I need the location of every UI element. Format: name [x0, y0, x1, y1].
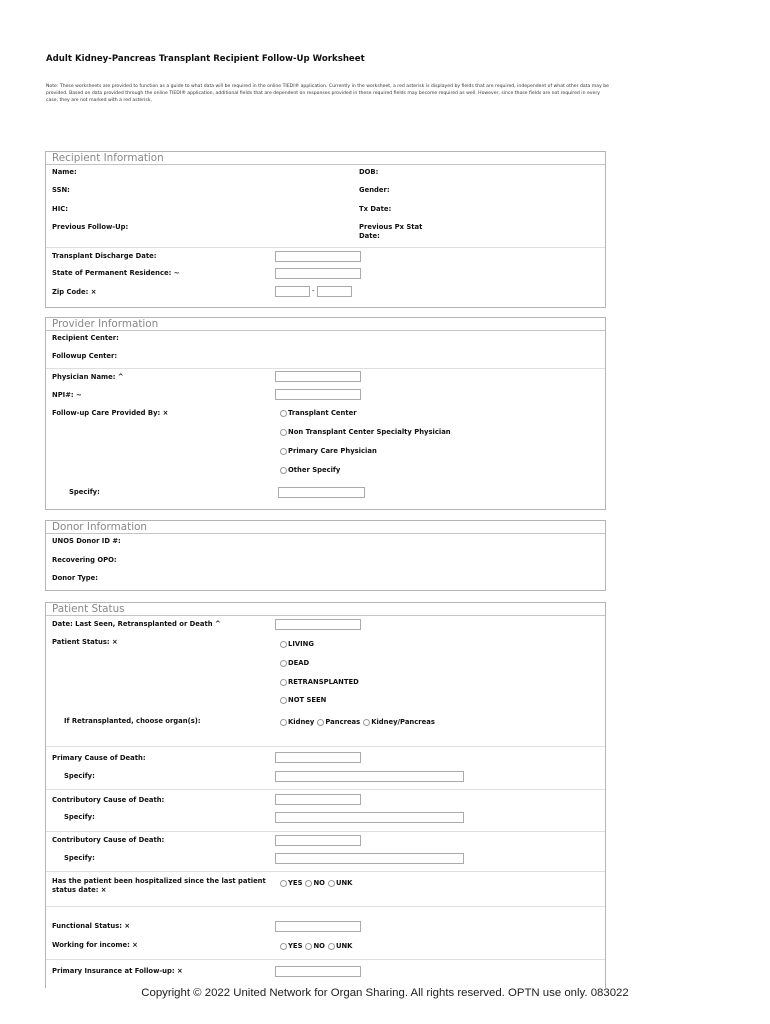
radio-icon[interactable] [280, 943, 287, 950]
radio-icon[interactable] [280, 467, 287, 474]
physician-name-label: Physician Name: ^ [52, 373, 124, 381]
patient-status-label: Patient Status: × [52, 638, 118, 646]
provider-information-header: Provider Information [46, 318, 605, 331]
recipient-information-header: Recipient Information [46, 152, 605, 165]
state-residence-input[interactable] [275, 268, 361, 279]
zip-code-input[interactable] [275, 286, 310, 297]
contributory-cause-1-label: Contributory Cause of Death: [52, 796, 165, 804]
radio-icon[interactable] [328, 943, 335, 950]
contributory-cause-2-specify-label: Specify: [64, 854, 95, 862]
recipient-center-label: Recipient Center: [52, 334, 119, 342]
radio-icon[interactable] [280, 697, 287, 704]
unos-donor-id-label: UNOS Donor ID #: [52, 537, 121, 545]
followup-center-label: Followup Center: [52, 352, 118, 360]
hic-label: HIC: [52, 205, 68, 213]
working-option-unk[interactable]: UNK [328, 942, 352, 950]
hospitalized-label [52, 877, 266, 895]
organ-option-pancreas[interactable]: Pancreas [317, 718, 360, 726]
primary-cause-specify-input[interactable] [275, 771, 464, 782]
radio-icon[interactable] [280, 660, 287, 667]
tx-date-label: Tx Date: [359, 205, 392, 213]
previous-px-stat-line2: Date: [359, 232, 380, 240]
zip-code-label: Zip Code: × [52, 288, 97, 296]
page-title: Adult Kidney-Pancreas Transplant Recipient Follow-Up Worksheet [46, 54, 365, 64]
organ-options [280, 718, 438, 726]
radio-icon[interactable] [280, 410, 287, 417]
care-option-transplant-center[interactable]: Transplant Center [280, 409, 357, 417]
radio-icon[interactable] [305, 943, 312, 950]
hospitalized-option-unk[interactable]: UNK [328, 879, 352, 887]
care-option-specialty-physician[interactable]: Non Transplant Center Specialty Physician [280, 428, 451, 436]
primary-cause-label: Primary Cause of Death: [52, 754, 146, 762]
primary-insurance-input[interactable] [275, 966, 361, 977]
hospitalized-option-no[interactable]: NO [305, 879, 324, 887]
status-option-retransplanted[interactable]: RETRANSPLANTED [280, 678, 359, 686]
divider [46, 906, 605, 907]
divider [46, 368, 605, 369]
divider [46, 746, 605, 747]
hospitalized-option-yes[interactable]: YES [280, 879, 302, 887]
divider [46, 959, 605, 960]
radio-icon[interactable] [280, 641, 287, 648]
working-option-no[interactable]: NO [305, 942, 324, 950]
donor-information-section [45, 520, 606, 591]
patient-status-header: Patient Status [46, 603, 605, 616]
status-date-input[interactable] [275, 619, 361, 630]
physician-name-input[interactable] [275, 371, 361, 382]
functional-status-input[interactable] [275, 921, 361, 932]
gender-label: Gender: [359, 186, 390, 194]
divider [46, 247, 605, 248]
primary-insurance-label: Primary Insurance at Follow-up: × [52, 967, 183, 975]
working-option-yes[interactable]: YES [280, 942, 302, 950]
radio-icon[interactable] [280, 448, 287, 455]
care-option-other[interactable]: Other Specify [280, 466, 340, 474]
radio-icon[interactable] [280, 880, 287, 887]
divider [46, 831, 605, 832]
working-for-income-label: Working for income: × [52, 941, 138, 949]
status-option-living[interactable]: LIVING [280, 640, 314, 648]
contributory-cause-1-specify-label: Specify: [64, 813, 95, 821]
zip-extension-input[interactable] [317, 286, 352, 297]
radio-icon[interactable] [363, 719, 370, 726]
contributory-cause-2-label: Contributory Cause of Death: [52, 836, 165, 844]
status-option-dead[interactable]: DEAD [280, 659, 309, 667]
previous-px-stat-line1: Previous Px Stat [359, 223, 423, 231]
contributory-cause-2-input[interactable] [275, 835, 361, 846]
provider-information-section [45, 317, 606, 510]
npi-input[interactable] [275, 389, 361, 400]
functional-status-label: Functional Status: × [52, 922, 131, 930]
primary-cause-specify-label: Specify: [64, 772, 95, 780]
care-option-primary-care[interactable]: Primary Care Physician [280, 447, 377, 455]
organ-option-kidney[interactable]: Kidney [280, 718, 314, 726]
organ-option-kidney-pancreas[interactable]: Kidney/Pancreas [363, 718, 435, 726]
state-residence-label: State of Permanent Residence: ~ [52, 269, 180, 277]
previous-px-stat-date-label [359, 223, 422, 241]
hospitalized-label-line2: status date: × [52, 886, 107, 894]
recovering-opo-label: Recovering OPO: [52, 556, 117, 564]
radio-icon[interactable] [280, 679, 287, 686]
dob-label: DOB: [359, 168, 379, 176]
contributory-cause-2-specify-input[interactable] [275, 853, 464, 864]
radio-icon[interactable] [305, 880, 312, 887]
previous-follow-up-label: Previous Follow-Up: [52, 223, 129, 231]
radio-icon[interactable] [280, 429, 287, 436]
radio-icon[interactable] [328, 880, 335, 887]
primary-cause-input[interactable] [275, 752, 361, 763]
copyright-footer: Copyright © 2022 United Network for Organ Sharing. All rights reserved. OPTN use only. 083022 [141, 987, 629, 999]
care-specify-input[interactable] [278, 487, 365, 498]
discharge-date-label: Transplant Discharge Date: [52, 252, 157, 260]
donor-information-header: Donor Information [46, 521, 605, 534]
status-date-label: Date: Last Seen, Retransplanted or Death ^ [52, 620, 221, 628]
radio-icon[interactable] [317, 719, 324, 726]
worksheet-note: Note: These worksheets are provided to function as a guide to what data will be required in the online TIEDI® application. Currently in the worksheet, a red asterisk is displayed by fields that are required, independent of what other data may be provided. Based on data provided through the online TIEDI® application, additional fields that are dependent on responses provided in these required fields may become required as well. However, since those fields are not required in every case, they are not marked with a red asterisk. [46, 84, 609, 103]
status-option-not-seen[interactable]: NOT SEEN [280, 696, 326, 704]
hospitalized-label-line1: Has the patient been hospitalized since the last patient [52, 877, 266, 885]
npi-label: NPI#: ~ [52, 391, 82, 399]
patient-status-section [45, 602, 606, 988]
radio-icon[interactable] [280, 719, 287, 726]
contributory-cause-1-specify-input[interactable] [275, 812, 464, 823]
working-options [280, 942, 355, 950]
discharge-date-input[interactable] [275, 251, 361, 262]
name-label: Name: [52, 168, 77, 176]
follow-up-care-label: Follow-up Care Provided By: × [52, 409, 169, 417]
divider [46, 789, 605, 790]
zip-dash: - [312, 287, 315, 295]
ssn-label: SSN: [52, 186, 70, 194]
divider [46, 871, 605, 872]
retransplanted-organ-label: If Retransplanted, choose organ(s): [64, 717, 201, 725]
donor-type-label: Donor Type: [52, 574, 98, 582]
recipient-information-section [45, 151, 606, 308]
contributory-cause-1-input[interactable] [275, 794, 361, 805]
hospitalized-options [280, 879, 355, 887]
care-specify-label: Specify: [69, 488, 100, 496]
